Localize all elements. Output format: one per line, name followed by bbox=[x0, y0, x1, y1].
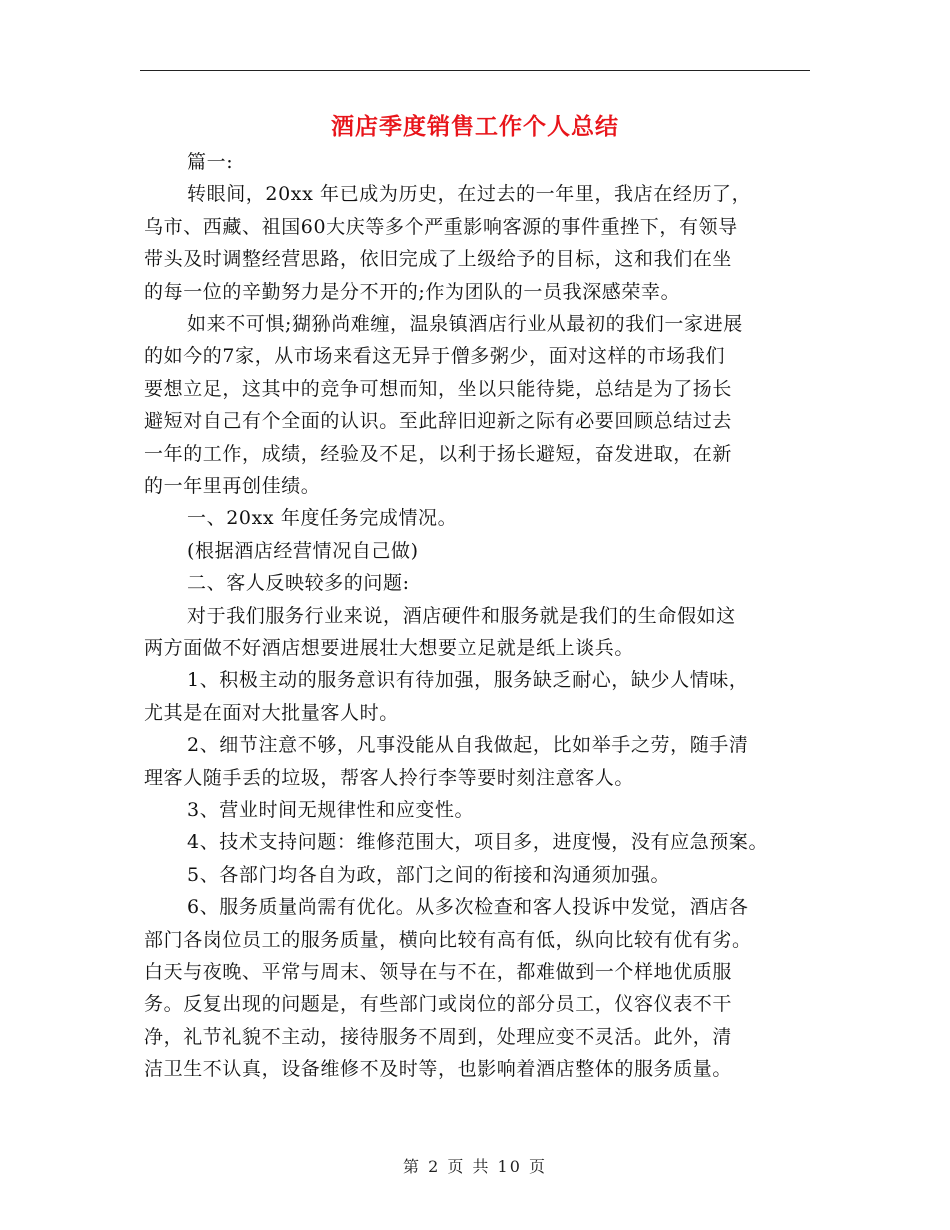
body-line: 对于我们服务行业来说，酒店硬件和服务就是我们的生命假如这 bbox=[187, 604, 736, 627]
body-line: 5、各部门均各自为政，部门之间的衔接和沟通须加强。 bbox=[187, 863, 671, 886]
body-line: 部门各岗位员工的服务质量，横向比较有高有低，纵向比较有优有劣。 bbox=[144, 928, 752, 951]
header-rule bbox=[140, 70, 810, 71]
page-footer: 第 2 页 共 10 页 bbox=[403, 1157, 547, 1176]
body-line: 1、积极主动的服务意识有待加强，服务缺乏耐心，缺少人情味， bbox=[187, 669, 749, 692]
body-line: 一年的工作，成绩，经验及不足，以利于扬长避短，奋发进取，在新 bbox=[144, 442, 733, 465]
body-line: 6、服务质量尚需有优化。从多次检查和客人投诉中发觉，酒店各 bbox=[187, 896, 749, 919]
body-line: 乌市、西藏、祖国60大庆等多个严重影响客源的事件重挫下，有领导 bbox=[144, 215, 738, 238]
body-line: 的一年里再创佳绩。 bbox=[144, 475, 321, 497]
body-line: 二、客人反映较多的问题: bbox=[187, 572, 410, 595]
body-line: 如来不可惧;猢狲尚难缠，温泉镇酒店行业从最初的我们一家进展 bbox=[187, 313, 743, 335]
body-line: 的每一位的辛勤努力是分不开的;作为团队的一员我深感荣幸。 bbox=[144, 280, 681, 303]
body-line: 带头及时调整经营思路，依旧完成了上级给予的目标，这和我们在坐 bbox=[144, 248, 733, 271]
body-line: 要想立足，这其中的竞争可想而知，坐以只能待毙，总结是为了扬长 bbox=[144, 377, 733, 400]
body-line: (根据酒店经营情况自己做) bbox=[187, 539, 419, 562]
body-line: 的如今的7家，从市场来看这无异于僧多粥少，面对这样的市场我们 bbox=[144, 345, 726, 368]
body-line: 3、营业时间无规律性和应变性。 bbox=[187, 799, 475, 821]
body-line: 避短对自己有个全面的认识。至此辞旧迎新之际有必要回顾总结过去 bbox=[144, 410, 733, 433]
body-line: 白天与夜晚、平常与周末、领导在与不在，都难做到一个样地优质服 bbox=[144, 961, 733, 983]
body-line: 2、细节注意不够，凡事没能从自我做起，比如举手之劳，随手清 bbox=[187, 734, 749, 757]
body-line: 一、20xx 年度任务完成情况。 bbox=[187, 507, 458, 530]
body-line: 转眼间，20xx 年已成为历史，在过去的一年里，我店在经历了， bbox=[187, 183, 752, 206]
body-line: 两方面做不好酒店想要进展壮大想要立足就是纸上谈兵。 bbox=[144, 637, 635, 659]
body-line: 篇一: bbox=[187, 151, 234, 173]
body-line: 净，礼节礼貌不主动，接待服务不周到，处理应变不灵活。此外，清 bbox=[144, 1025, 733, 1048]
document-title: 酒店季度销售工作个人总结 bbox=[331, 114, 619, 140]
body-line: 洁卫生不认真，设备维修不及时等，也影响着酒店整体的服务质量。 bbox=[144, 1058, 733, 1081]
body-line: 务。反复出现的问题是，有些部门或岗位的部分员工，仪容仪表不干 bbox=[144, 993, 733, 1016]
body-line: 4、技术支持问题：维修范围大，项目多，进度慢，没有应急预案。 bbox=[187, 831, 769, 854]
body-line: 理客人随手丢的垃圾，帮客人拎行李等要时刻注意客人。 bbox=[144, 766, 635, 789]
body-line: 尤其是在面对大批量客人时。 bbox=[144, 701, 399, 724]
